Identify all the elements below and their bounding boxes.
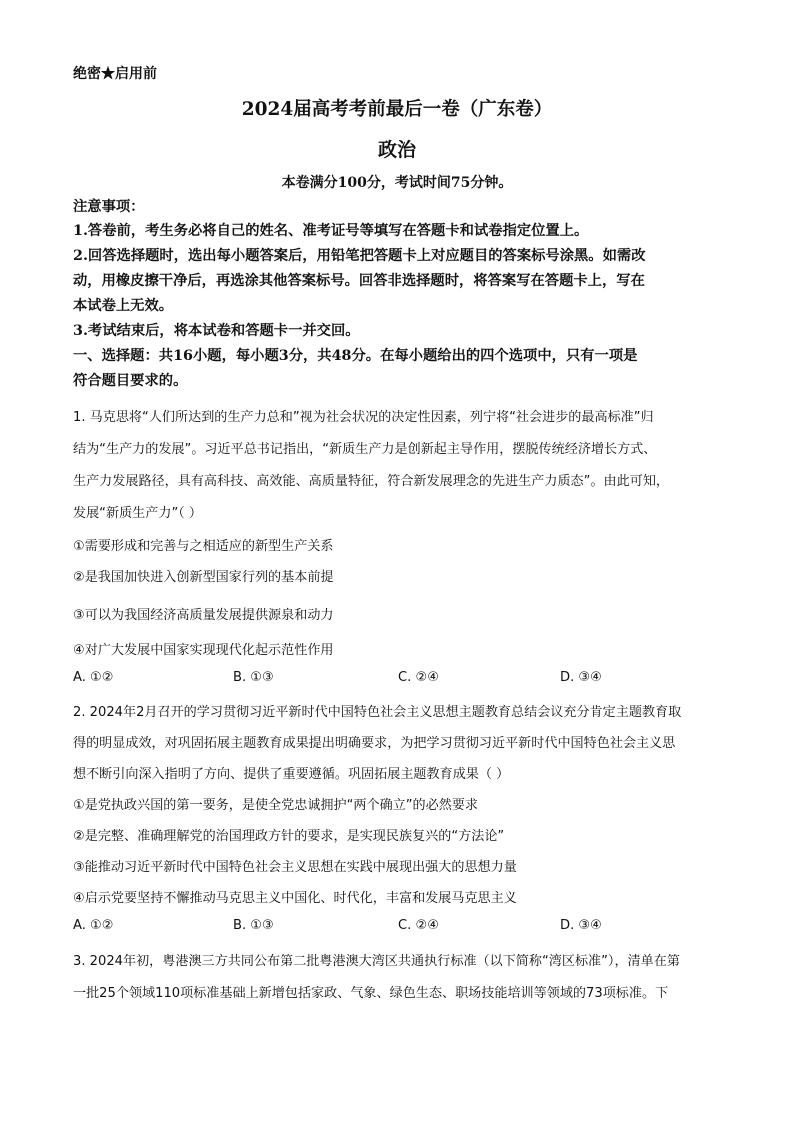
q1-option-c: C. ②④ <box>398 670 439 685</box>
section-heading: 一、选择题：共16小题，每小题3分，共48分。在每小题给出的四个选项中，只有一项是 <box>73 348 638 364</box>
q1-stem-line: 生产力发展路径，具有高科技、高效能、高质量特征，符合新发展理念的先进生产力质态”。由此可知， <box>73 474 670 489</box>
notice-line: 2.回答选择题时，选出每小题答案后，用铅笔把答题卡上对应题目的答案标号涂黑。如需改 <box>73 248 646 264</box>
q2-option-d: D. ③④ <box>560 918 602 933</box>
q1-item: ③可以为我国经济高质量发展提供源泉和动力 <box>73 608 334 623</box>
notice-heading: 注意事项： <box>73 199 145 215</box>
q2-stem-line: 2. 2024年2月召开的学习贯彻习近平新时代中国特色社会主义思想主题教育总结会议充分肯定主题教育取 <box>73 705 682 720</box>
q2-stem-line: 得的明显成效，对巩固拓展主题教育成果提出明确要求，为把学习贯彻习近平新时代中国特色社会主义思 <box>73 736 676 751</box>
q2-option-a: A. ①② <box>73 918 114 933</box>
q2-item: ③能推动习近平新时代中国特色社会主义思想在实践中展现出强大的思想力量 <box>73 860 517 875</box>
q1-option-a: A. ①② <box>73 670 114 685</box>
q3-stem-line: 3. 2024年初，粤港澳三方共同公布第二批粤港澳大湾区共通执行标准（以下简称“湾区标准”），清单在第 <box>73 954 680 969</box>
q1-item: ①需要形成和完善与之相适应的新型生产关系 <box>73 539 334 554</box>
q2-stem-line: 想不断引向深入指明了方向、提供了重要遵循。巩固拓展主题教育成果（ ） <box>73 767 510 782</box>
q1-item: ④对广大发展中国家实现现代化起示范性作用 <box>73 643 334 658</box>
notice-line: 1.答卷前，考生务必将自己的姓名、准考证号等填写在答题卡和试卷指定位置上。 <box>73 223 589 239</box>
q2-option-c: C. ②④ <box>398 918 439 933</box>
section-heading: 符合题目要求的。 <box>73 373 188 389</box>
q3-stem-line: 一批25个领域110项标准基础上新增包括家政、气象、绿色生态、职场技能培训等领域的73项标准。下 <box>73 986 669 1001</box>
q1-option-d: D. ③④ <box>560 670 602 685</box>
q1-stem-line: 1. 马克思将“人们所达到的生产力总和”视为社会状况的决定性因素，列宁将“社会进步的最高标准”归 <box>73 410 654 425</box>
exam-title: 2024届高考考前最后一卷（广东卷） <box>241 99 553 120</box>
q1-stem-line: 发展“新质生产力”（ ） <box>73 506 203 521</box>
q2-item: ④启示党要坚持不懈推动马克思主义中国化、时代化，丰富和发展马克思主义 <box>73 891 517 906</box>
q1-stem-line: 结为“生产力的发展”。习近平总书记指出，“新质生产力是创新起主导作用，摆脱传统经济增长方式、 <box>73 442 657 457</box>
q2-item: ①是党执政兴国的第一要务，是使全党忠诚拥护“两个确立”的必然要求 <box>73 798 479 813</box>
notice-line: 本试卷上无效。 <box>73 298 174 314</box>
confidential-mark: 绝密★启用前 <box>73 66 157 82</box>
q1-item: ②是我国加快进入创新型国家行列的基本前提 <box>73 570 334 585</box>
exam-info: 本卷满分100分，考试时间75分钟。 <box>281 175 513 191</box>
notice-line: 3.考试结束后，将本试卷和答题卡一并交回。 <box>73 323 360 339</box>
subject-title: 政治 <box>377 139 416 161</box>
q2-item: ②是完整、准确理解党的治国理政方针的要求，是实现民族复兴的“方法论” <box>73 829 505 844</box>
q2-option-b: B. ①③ <box>233 918 274 933</box>
q1-option-b: B. ①③ <box>233 670 274 685</box>
notice-line: 动，用橡皮擦干净后，再选涂其他答案标号。回答非选择题时，将答案写在答题卡上，写在 <box>73 273 645 289</box>
